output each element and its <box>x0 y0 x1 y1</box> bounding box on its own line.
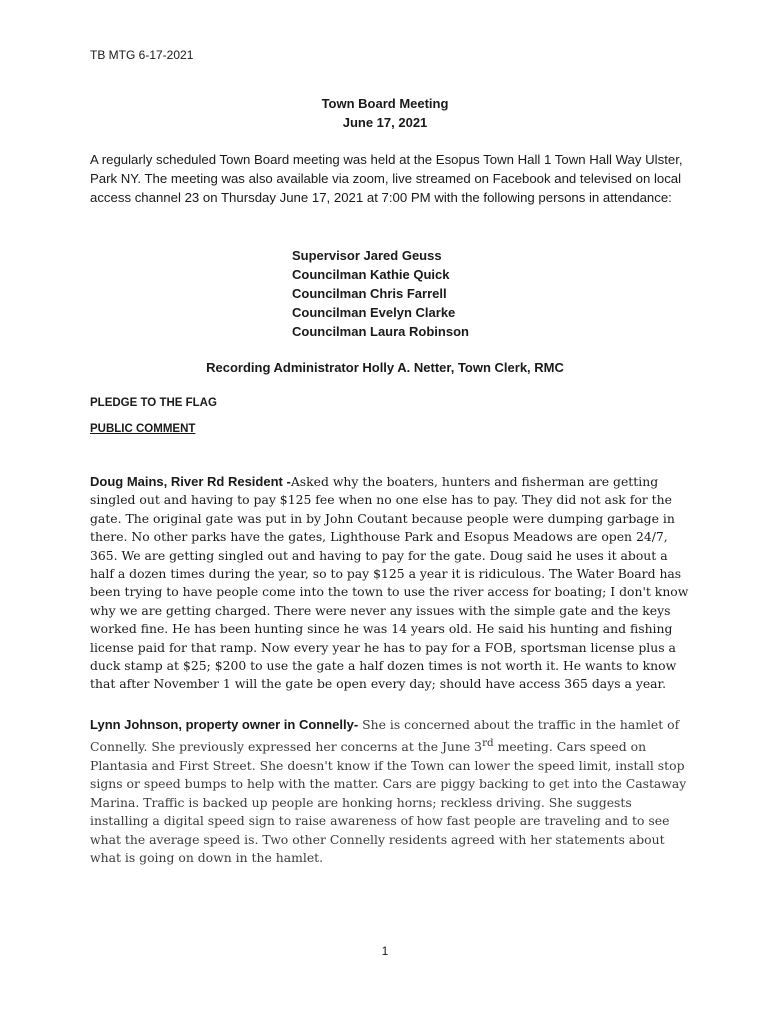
public-comment-entry <box>90 716 690 867</box>
page-number: 1 <box>381 944 389 958</box>
public-comment-entry <box>90 473 690 694</box>
meeting-code-header: TB MTG 6-17-2021 <box>90 48 194 62</box>
comment-text: Asked why the boaters, hunters and fisherman are getting singled out and having to pay $125 fee when no one else has to pay. They did not ask for the gate. The original gate was put in by John Coutant because people were dumping garbage in there. No other parks have the gates, Lighthouse Park and Esopus Meadows are open 24/7, 365. We are getting singled out and having to pay for the gate. Doug said he uses it about a half a dozen times during the year, so to pay $125 a year it is ridiculous. The Water Board has been trying to have people come into the town to use the river access for boating; I don't know why we are getting charged. There were never any issues with the simple gate and the keys worked fine. He has been hunting since he was 14 years old. He said his hunting and fishing license paid for that ramp. Now every year he has to pay for a FOB, sportsman license plus a duck stamp at $25; $200 to use the gate a half dozen times is not worth it. He wants to know that after November 1 will the gate be open every day; should have access 365 days a year. <box>90 474 689 692</box>
meeting-title: Town Board Meeting <box>321 96 449 111</box>
attendee-list <box>292 246 469 341</box>
ordinal-suffix: rd <box>482 737 494 750</box>
recording-administrator: Recording Administrator Holly A. Netter, Town Clerk, RMC <box>206 360 564 375</box>
meeting-date: June 17, 2021 <box>342 115 428 130</box>
attendee-item: Councilman Chris Farrell <box>292 286 447 301</box>
attendee-item: Supervisor Jared Geuss <box>292 248 442 263</box>
comment-text-continued: meeting. Cars speed on Plantasia and First Street. She doesn't know if the Town can lower the speed limit, install stop signs or speed bumps to help with the matter. Cars are piggy backing to get into the Castaway Marina. Traffic is backed up people are honking horns; reckless driving. She suggests installing a digital speed sign to raise awareness of how fast people are traveling and to see what the average speed is. Two other Connelly residents agreed with her statements about what is going on down in the hamlet. <box>90 739 687 865</box>
attendee-item: Councilman Kathie Quick <box>292 267 450 282</box>
attendee-item: Councilman Evelyn Clarke <box>292 305 456 320</box>
intro-paragraph: A regularly scheduled Town Board meeting was held at the Esopus Town Hall 1 Town Hall Way Ulster, Park NY. The meeting was also available via zoom, live streamed on Facebook and televised on local access channel 23 on Thursday June 17, 2021 at 7:00 PM with the following persons in attendance: <box>90 152 683 205</box>
attendee-item: Councilman Laura Robinson <box>292 324 469 339</box>
comment-text: She is concerned about the traffic in the hamlet of Connelly. She previously expressed her concerns at the June 3 <box>90 717 680 755</box>
meeting-title-block <box>0 94 770 132</box>
pledge-heading: PLEDGE TO THE FLAG <box>90 397 217 409</box>
comment-speaker: Doug Mains, River Rd Resident - <box>90 474 291 489</box>
public-comment-heading: PUBLIC COMMENT <box>90 423 196 435</box>
comment-speaker: Lynn Johnson, property owner in Connelly- <box>90 717 359 732</box>
